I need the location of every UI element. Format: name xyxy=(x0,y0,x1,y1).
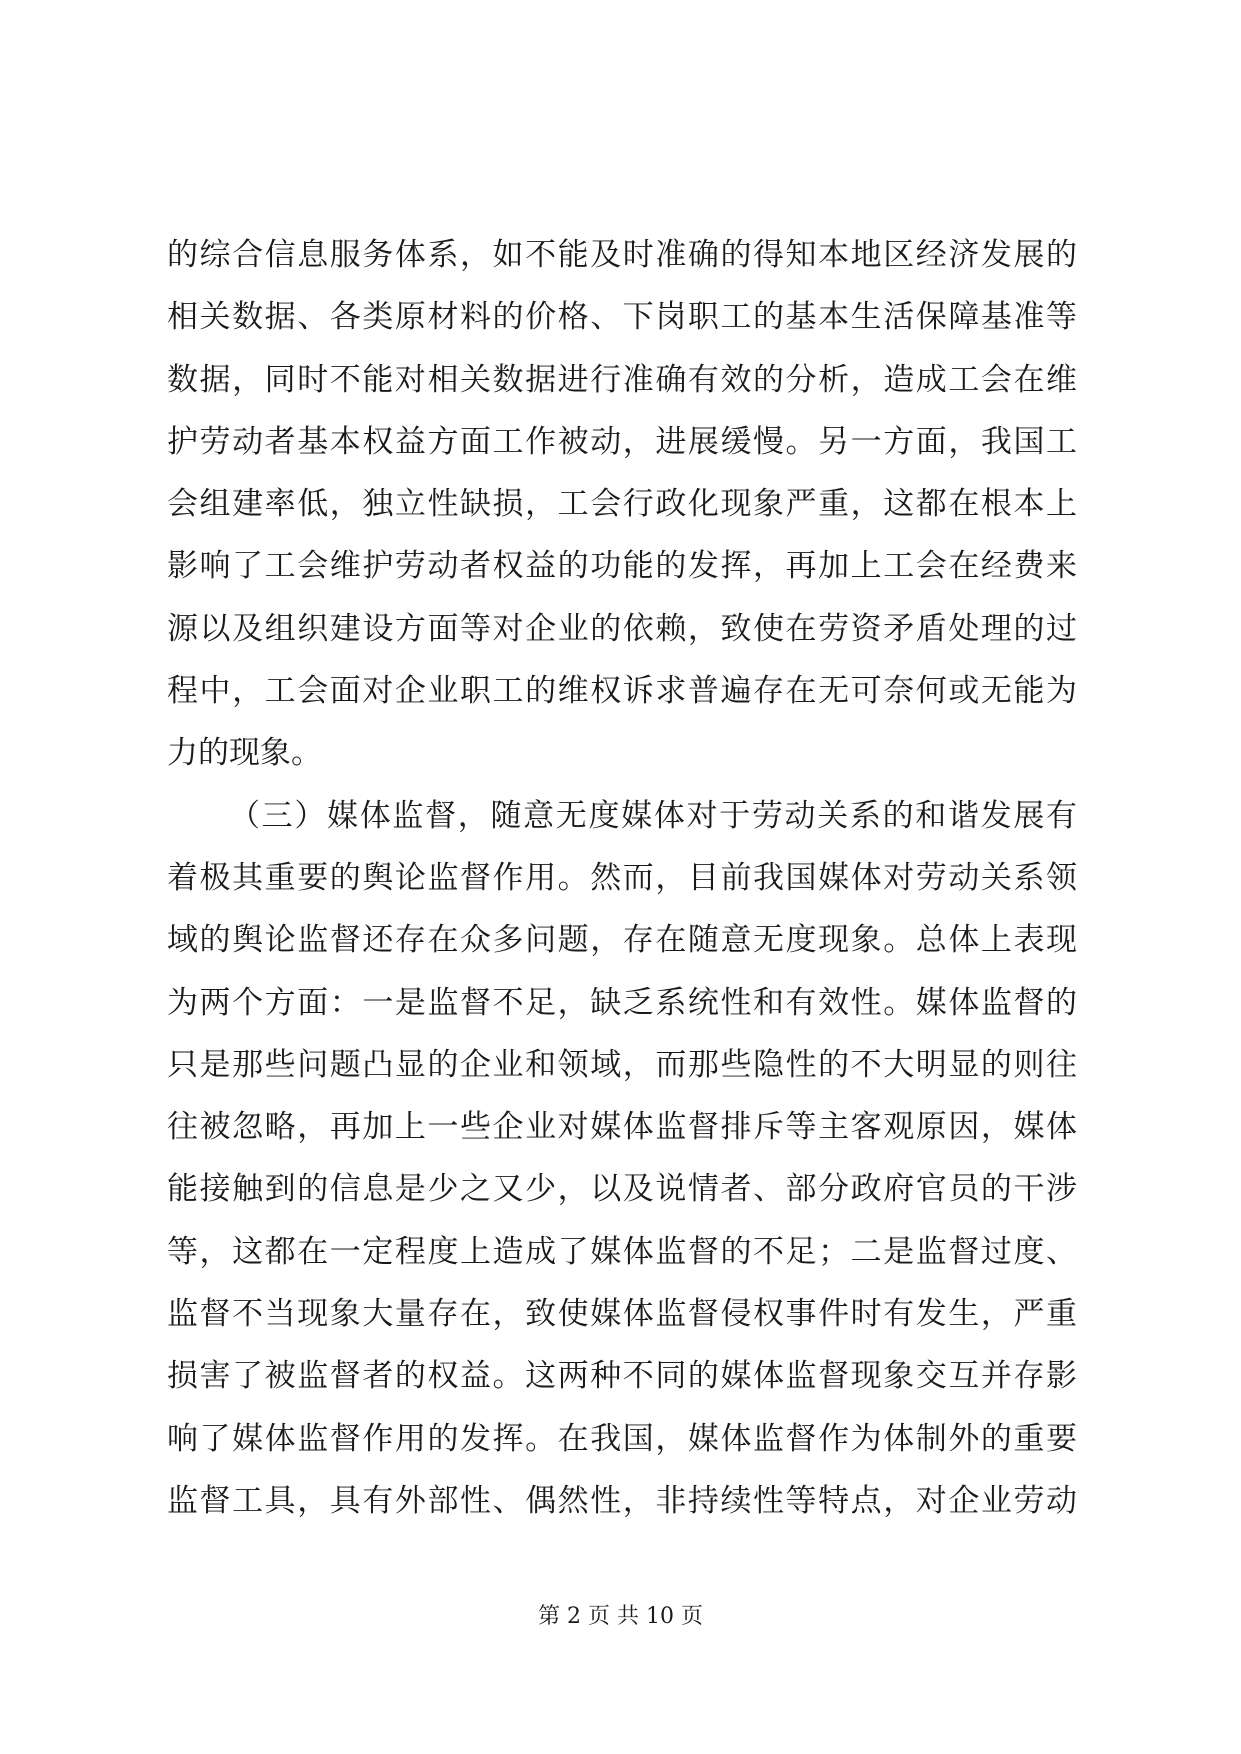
text-line: 等，这都在一定程度上造成了媒体监督的不足；二是监督过度、 xyxy=(167,1233,1077,1270)
text-line: 为两个方面：一是监督不足，缺乏系统性和有效性。媒体监督的 xyxy=(167,984,1077,1021)
text-line: 源以及组织建设方面等对企业的依赖，致使在劳资矛盾处理的过 xyxy=(167,610,1077,647)
text-line: 护劳动者基本权益方面工作被动，进展缓慢。另一方面，我国工 xyxy=(167,423,1077,460)
body-text xyxy=(167,224,1077,1532)
text-line: 只是那些问题凸显的企业和领域，而那些隐性的不大明显的则往 xyxy=(167,1046,1077,1083)
text-line: 监督不当现象大量存在，致使媒体监督侵权事件时有发生，严重 xyxy=(167,1296,1077,1333)
text-line: 程中，工会面对企业职工的维权诉求普遍存在无可奈何或无能为 xyxy=(167,673,1077,710)
section-heading-line: （三）媒体监督，随意无度媒体对于劳动关系的和谐发展有 xyxy=(229,797,1077,834)
text-line: 相关数据、各类原材料的价格、下岗职工的基本生活保障基准等 xyxy=(167,299,1077,336)
text-line: 损害了被监督者的权益。这两种不同的媒体监督现象交互并存影 xyxy=(167,1358,1077,1395)
text-line: 数据，同时不能对相关数据进行准确有效的分析，造成工会在维 xyxy=(167,361,1077,398)
text-line: 监督工具，具有外部性、偶然性，非持续性等特点，对企业劳动 xyxy=(167,1482,1077,1519)
text-line: 影响了工会维护劳动者权益的功能的发挥，再加上工会在经费来 xyxy=(167,548,1077,585)
page-number-footer: 第 2 页 共 10 页 xyxy=(538,1604,703,1629)
text-line: 着极其重要的舆论监督作用。然而，目前我国媒体对劳动关系领 xyxy=(167,859,1077,896)
text-line: 的综合信息服务体系，如不能及时准确的得知本地区经济发展的 xyxy=(167,237,1077,273)
text-line: 往被忽略，再加上一些企业对媒体监督排斥等主客观原因，媒体 xyxy=(167,1109,1077,1146)
text-line: 力的现象。 xyxy=(167,735,322,772)
text-line: 域的舆论监督还存在众多问题，存在随意无度现象。总体上表现 xyxy=(167,922,1077,959)
text-line: 响了媒体监督作用的发挥。在我国，媒体监督作为体制外的重要 xyxy=(167,1420,1077,1457)
text-line: 会组建率低，独立性缺损，工会行政化现象严重，这都在根本上 xyxy=(167,486,1077,523)
text-line: 能接触到的信息是少之又少，以及说情者、部分政府官员的干涉 xyxy=(167,1171,1077,1208)
